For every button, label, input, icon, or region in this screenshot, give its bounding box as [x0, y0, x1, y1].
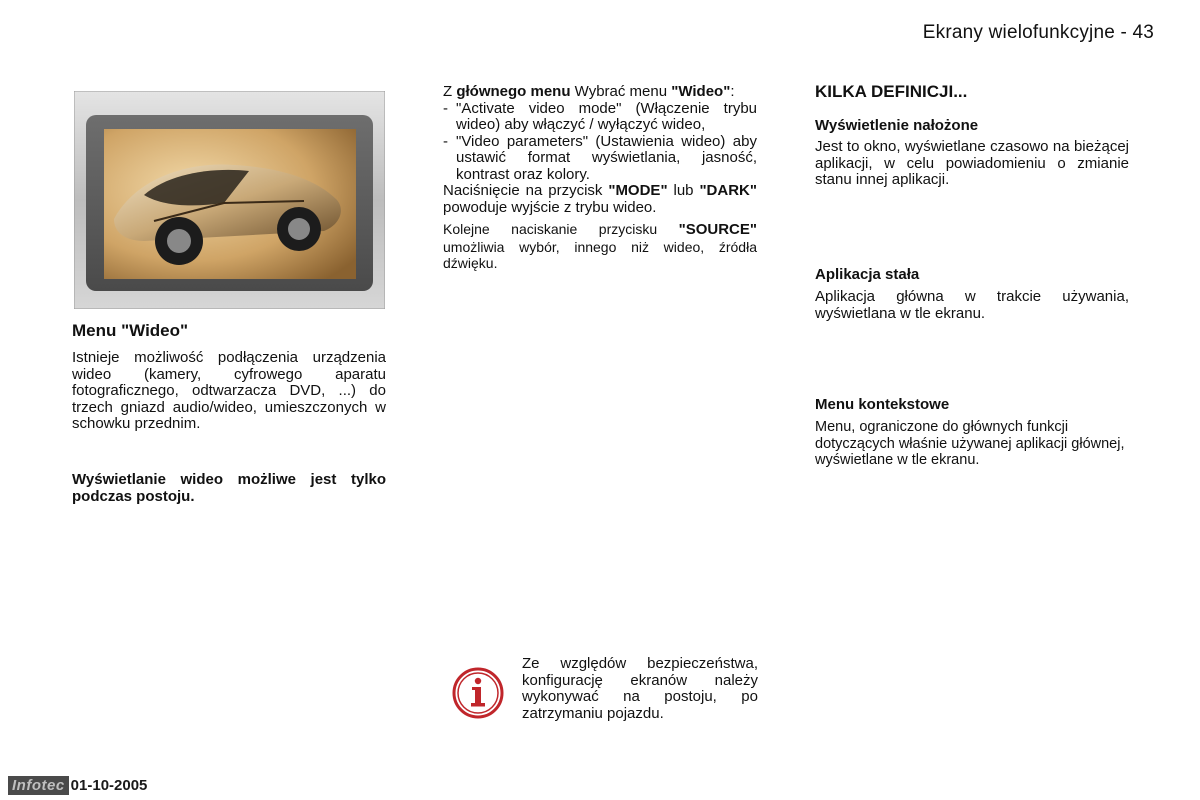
mode-dark-paragraph: Naciśnięcie na przycisk "MODE" lub "DARK" powoduje wyjście z trybu wideo.	[443, 182, 757, 216]
footer	[8, 776, 147, 796]
warning-text: Wyświetlanie wideo możliwe jest tylko podczas postoju.	[72, 471, 386, 505]
display-screen-image	[74, 91, 385, 309]
middle-column	[443, 84, 757, 272]
section-heading-video-menu: Menu "Wideo"	[72, 321, 189, 340]
info-icon	[450, 665, 506, 721]
brand-logo: Infotec	[8, 776, 69, 795]
definitions-heading: KILKA DEFINICJI...	[815, 82, 968, 101]
definition-title: Wyświetlenie nałożone	[815, 117, 979, 134]
source-paragraph: Kolejne naciskanie przycisku "SOURCE" umożliwia wybór, innego niż wideo, źródła dźwięku.	[443, 221, 757, 271]
menu-intro: Z głównego menu Wybrać menu "Wideo":	[443, 83, 735, 100]
list-item: - "Activate video mode" (Włączenie trybu wideo) aby włączyć / wyłączyć wideo,	[443, 101, 757, 134]
definition-text: Jest to okno, wyświetlane czasowo na bieżącej aplikacji, w celu powiadomieniu o zmianie stanu innej aplikacji.	[815, 138, 1129, 188]
definition-text: Aplikacja główna w trakcie używania, wyświetlana w tle ekranu.	[815, 288, 1129, 322]
definition-title: Aplikacja stała	[815, 266, 920, 283]
definition-text: Menu, ograniczone do głównych funkcji dotyczących właśnie używanej aplikacji głównej, wyświetlane w tle ekranu.	[815, 419, 1125, 468]
page-header: Ekrany wielofunkcyjne - 43	[922, 22, 1154, 43]
definition-title: Menu kontekstowe	[815, 396, 950, 413]
footer-date: 01-10-2005	[70, 777, 148, 794]
list-item: - "Video parameters" (Ustawienia wideo) aby ustawić format wyświetlania, jasność, kontrast oraz kolory.	[443, 134, 757, 184]
menu-options-list	[443, 101, 757, 184]
intro-paragraph: Istnieje możliwość podłączenia urządzenia wideo (kamery, cyfrowego aparatu fotograficznego, odtwarzacza DVD, ...) do trzech gniazd audio/wideo, umieszczonych w schowku przednim.	[72, 349, 386, 432]
safety-note: Ze względów bezpieczeństwa, konfigurację ekranów należy wykonywać na postoju, po zatrzymaniu pojazdu.	[522, 655, 758, 722]
